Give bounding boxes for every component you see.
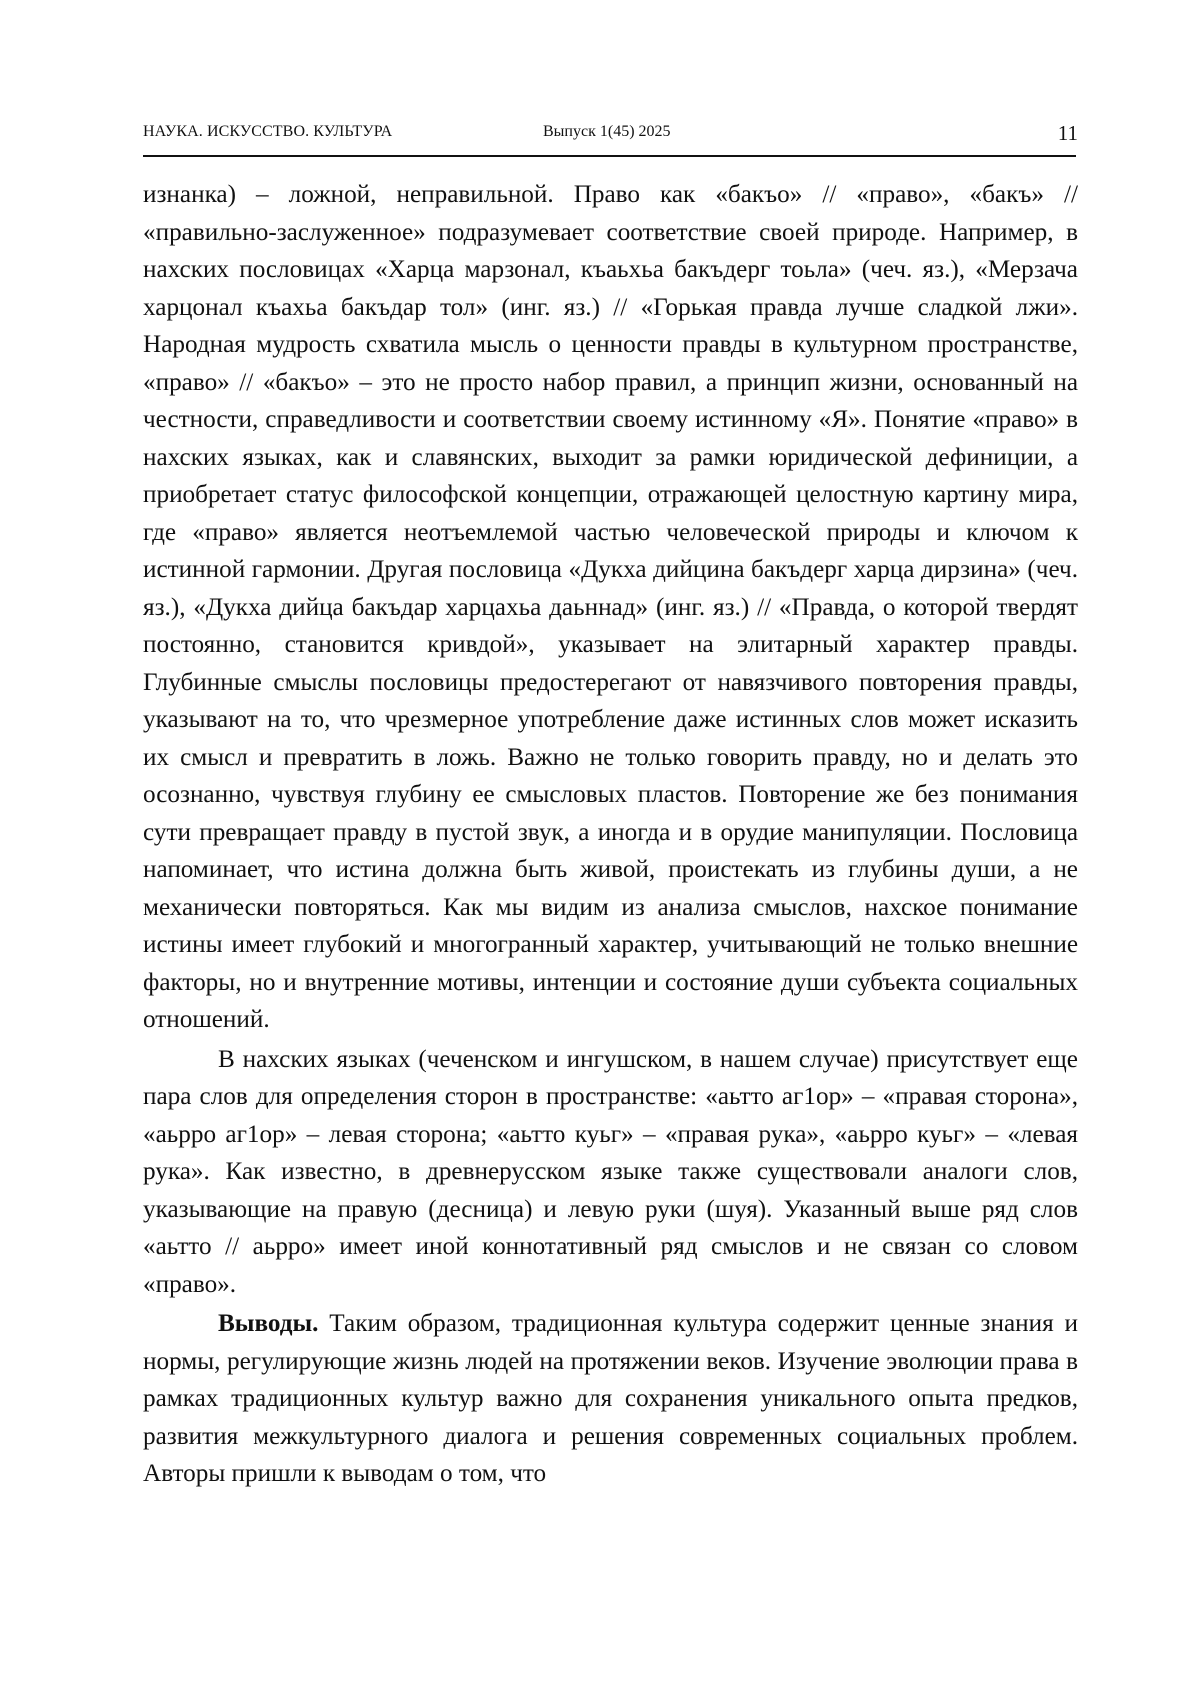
body-text xyxy=(143,176,1078,1493)
running-header xyxy=(143,117,1078,157)
paragraph-continuation: изнанка) – ложной, неправильной. Право как «бакъо» // «право», «бакъ» // «правильно-заслуженное» подразумевает соответствие своей природе. Например, в нахских пословицах «Харца марзонал, къаьхьа бакъдерг тоьла» (чеч. яз.), «Мерзача харцонал къахьа бакъдар тол» (инг. яз.) // «Горькая правда лучше сладкой лжи». Народная мудрость схватила мысль о ценности правды в культурном пространстве, «право» // «бакъо» – это не просто набор правил, а принцип жизни, основанный на честности, справедливости и соответствии своему истинному «Я». Понятие «право» в нахских языках, как и славянских, выходит за рамки юридической дефиниции, а приобретает статус философской концепции, отражающей целостную картину мира, где «право» является неотъемлемой частью человеческой природы и ключом к истинной гармонии. Другая пословица «Дукха дийцина бакъдерг харца дирзина» (чеч. яз.), «Дукха дийца бакъдар харцахьа даьннад» (инг. яз.) // «Правда, о которой твердят постоянно, становится кривдой», указывает на элитарный характер правды. Глубинные смыслы пословицы предостерегают от навязчивого повторения правды, указывают на то, что чрезмерное употребление даже истинных слов может исказить их смысл и превратить в ложь. Важно не только говорить правду, но и делать это осознанно, чувствуя глубину ее смысловых пластов. Повторение же без понимания сути превращает правду в пустой звук, а иногда и в орудие манипуляции. Пословица напоминает, что истина должна быть живой, проистекать из глубины души, а не механически повторяться. Как мы видим из анализа смыслов, нахское понимание истины имеет глубокий и многогранный характер, учитывающий не только внешние факторы, но и внутренние мотивы, интенции и состояние души субъекта социальных отношений. xyxy=(143,181,1078,1033)
conclusions-heading: Выводы. xyxy=(218,1310,319,1337)
page-number: 11 xyxy=(1057,121,1078,145)
conclusions-text: Таким образом, традиционная культура содержит ценные знания и нормы, регулирующие жизнь людей на протяжении веков. Изучение эволюции права в рамках традиционных культур важно для сохранения уникального опыта предков, развития межкультурного диалога и решения современных социальных проблем. Авторы пришли к выводам о том, что xyxy=(143,1310,1078,1487)
journal-title: НАУКА. ИСКУССТВО. КУЛЬТУРА xyxy=(143,123,393,140)
paragraph-conclusions xyxy=(143,1305,1078,1493)
paragraph-sides: В нахских языках (чеченском и ингушском, в нашем случае) присутствует еще пара слов для определения сторон в пространстве: «аьтто аг1ор» – «правая сторона», «аьрро аг1ор» – левая сторона; «аьтто куьг» – «правая рука», «аьрро куьг» – «левая рука». Как известно, в древнерусском языке также существовали аналоги слов, указывающие на правую (десница) и левую руки (шуя). Указанный выше ряд слов «аьтто // аьрро» имеет иной коннотативный ряд смыслов и не связан со словом «право». xyxy=(143,1045,1078,1298)
issue-label: Выпуск 1(45) 2025 xyxy=(543,123,671,140)
header-rule xyxy=(143,155,1076,157)
